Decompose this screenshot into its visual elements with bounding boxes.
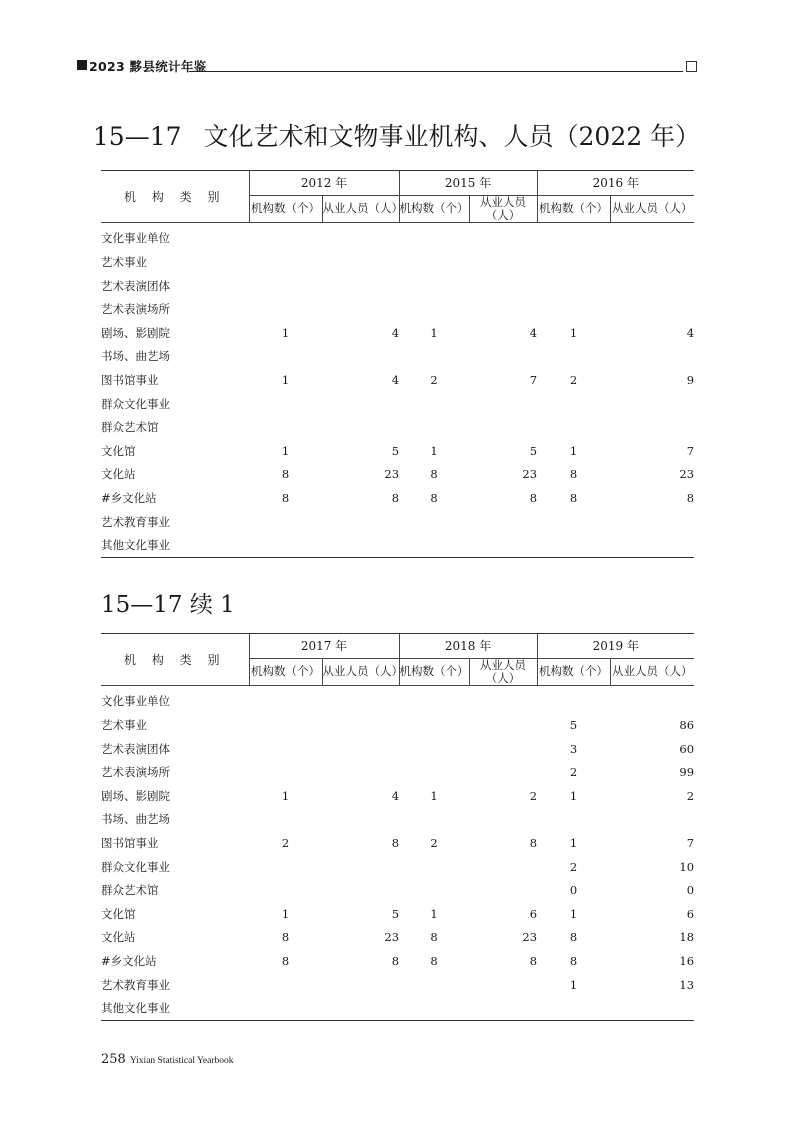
count-cell — [537, 345, 610, 369]
table-row — [101, 392, 694, 416]
count-cell: 1 — [430, 443, 438, 458]
count-cell — [249, 760, 322, 784]
staff-cell: 86 — [679, 717, 695, 732]
count-cell — [537, 415, 610, 439]
table-row — [101, 368, 694, 392]
row-label: 艺术教育事业 — [101, 514, 170, 529]
count-cell — [249, 973, 322, 997]
staff-cell: 2 — [686, 788, 695, 803]
count-cell — [249, 250, 322, 274]
count-cell: 8 — [281, 467, 290, 482]
count-cell — [537, 392, 610, 416]
staff-header: 从业人员（人） — [322, 195, 399, 222]
header-row-years — [101, 171, 694, 196]
count-cell: 2 — [569, 765, 578, 780]
staff-cell — [469, 685, 537, 713]
staff-cell: 13 — [679, 977, 695, 992]
running-head-rule — [189, 71, 683, 72]
staff-cell — [469, 737, 537, 761]
row-label: 文化馆 — [101, 906, 136, 921]
row-label: 群众艺术馆 — [101, 883, 159, 898]
count-cell — [399, 222, 469, 250]
count-cell — [537, 510, 610, 534]
table-body — [101, 685, 694, 1020]
row-label: #乡文化站 — [101, 953, 157, 968]
staff-cell: 60 — [679, 741, 695, 756]
table-row — [101, 949, 694, 973]
staff-cell: 8 — [391, 835, 400, 850]
hollow-square-icon — [686, 61, 697, 72]
staff-cell — [469, 345, 537, 369]
staff-cell: 5 — [529, 443, 538, 458]
table-row — [101, 685, 694, 713]
count-cell — [249, 737, 322, 761]
page-footer — [101, 1048, 234, 1067]
count-cell — [399, 250, 469, 274]
count-cell — [537, 996, 610, 1020]
count-cell: 2 — [281, 835, 290, 850]
page-number: 258 — [101, 1052, 126, 1067]
table-row — [101, 808, 694, 832]
staff-cell — [469, 808, 537, 832]
staff-cell — [469, 973, 537, 997]
count-cell — [399, 737, 469, 761]
count-header: 机构数（个） — [537, 195, 610, 222]
staff-header: 从业人员（人） — [610, 195, 694, 222]
row-label: 艺术教育事业 — [101, 977, 170, 992]
staff-cell: 23 — [384, 930, 400, 945]
staff-cell — [610, 533, 694, 557]
count-cell: 2 — [430, 835, 438, 850]
count-cell — [399, 878, 469, 902]
staff-cell: 16 — [679, 953, 695, 968]
staff-cell — [322, 274, 399, 298]
square-bullet-icon — [77, 60, 87, 70]
table-number: 15—17 — [92, 122, 182, 151]
count-cell: 1 — [569, 325, 578, 340]
table-row — [101, 878, 694, 902]
staff-cell — [610, 808, 694, 832]
count-cell: 5 — [569, 717, 578, 732]
count-cell: 8 — [281, 490, 290, 505]
staff-cell: 4 — [529, 325, 538, 340]
year-header: 2015 年 — [399, 171, 537, 196]
count-cell: 1 — [281, 443, 290, 458]
count-header: 机构数（个） — [249, 195, 322, 222]
row-label: 艺术表演团体 — [101, 278, 170, 293]
count-cell: 8 — [569, 467, 578, 482]
staff-cell — [322, 392, 399, 416]
count-cell: 2 — [569, 372, 578, 387]
header-row-years — [101, 634, 694, 659]
count-cell: 1 — [281, 788, 290, 803]
staff-cell: 18 — [679, 930, 695, 945]
staff-cell — [469, 274, 537, 298]
staff-cell — [610, 297, 694, 321]
count-cell: 0 — [569, 883, 578, 898]
staff-cell — [322, 713, 399, 737]
row-label: 图书馆事业 — [101, 372, 159, 387]
year-header: 2018 年 — [399, 634, 537, 659]
row-label: 文化事业单位 — [101, 231, 170, 246]
staff-cell — [610, 392, 694, 416]
staff-cell: 0 — [686, 883, 695, 898]
staff-cell: 8 — [529, 953, 538, 968]
staff-cell: 5 — [391, 443, 400, 458]
staff-cell — [469, 713, 537, 737]
year-header: 2012 年 — [249, 171, 399, 196]
table-row — [101, 784, 694, 808]
staff-cell — [322, 222, 399, 250]
count-cell: 1 — [569, 977, 578, 992]
row-label: 其他文化事业 — [101, 538, 170, 553]
count-cell: 8 — [569, 930, 578, 945]
staff-cell — [610, 222, 694, 250]
staff-header-wrapped: 从业人员 （人） — [469, 658, 537, 685]
staff-cell — [610, 345, 694, 369]
count-header: 机构数（个） — [399, 658, 469, 685]
count-cell: 1 — [569, 788, 578, 803]
count-cell: 2 — [430, 372, 438, 387]
count-cell: 8 — [569, 953, 578, 968]
table-row — [101, 510, 694, 534]
staff-cell: 6 — [686, 906, 695, 921]
count-cell — [399, 392, 469, 416]
staff-cell — [610, 415, 694, 439]
year-header: 2016 年 — [537, 171, 694, 196]
staff-cell: 4 — [686, 325, 695, 340]
count-cell: 2 — [569, 859, 578, 874]
count-cell — [399, 274, 469, 298]
count-header: 机构数（个） — [249, 658, 322, 685]
staff-cell: 99 — [679, 765, 695, 780]
count-cell — [537, 685, 610, 713]
count-cell: 3 — [569, 741, 578, 756]
count-cell: 8 — [430, 930, 438, 945]
staff-cell: 4 — [391, 325, 400, 340]
page-title — [0, 117, 793, 153]
year-header: 2019 年 — [537, 634, 694, 659]
staff-cell: 8 — [686, 490, 695, 505]
count-cell — [249, 510, 322, 534]
count-cell — [537, 297, 610, 321]
count-cell: 1 — [281, 372, 290, 387]
count-cell: 1 — [569, 443, 578, 458]
row-label: 艺术事业 — [101, 717, 147, 732]
category-header: 机 构 类 别 — [101, 634, 249, 686]
continuation-title: 15—17 续 1 — [101, 592, 235, 618]
row-label: 剧场、影剧院 — [101, 788, 170, 803]
count-cell — [249, 345, 322, 369]
count-cell — [249, 685, 322, 713]
staff-cell — [469, 533, 537, 557]
count-cell: 1 — [569, 835, 578, 850]
staff-cell: 23 — [679, 467, 695, 482]
table-row — [101, 415, 694, 439]
staff-cell — [469, 996, 537, 1020]
staff-cell: 6 — [529, 906, 538, 921]
count-cell — [399, 510, 469, 534]
row-label: 文化事业单位 — [101, 694, 170, 709]
count-cell: 1 — [430, 325, 438, 340]
staff-cell — [322, 878, 399, 902]
count-cell — [249, 996, 322, 1020]
staff-cell — [322, 345, 399, 369]
row-label: 其他文化事业 — [101, 1001, 170, 1016]
count-cell — [249, 274, 322, 298]
count-cell — [399, 855, 469, 879]
count-cell — [249, 533, 322, 557]
staff-cell: 7 — [686, 443, 695, 458]
staff-cell — [469, 855, 537, 879]
staff-cell — [322, 996, 399, 1020]
row-label: 文化站 — [101, 930, 136, 945]
count-cell — [249, 808, 322, 832]
staff-cell — [322, 973, 399, 997]
staff-cell — [322, 685, 399, 713]
count-cell: 8 — [281, 930, 290, 945]
table-row — [101, 760, 694, 784]
staff-cell — [322, 737, 399, 761]
row-label: 文化站 — [101, 467, 136, 482]
count-cell — [399, 973, 469, 997]
table-row — [101, 222, 694, 250]
staff-cell: 5 — [391, 906, 400, 921]
staff-cell — [322, 250, 399, 274]
count-cell — [249, 222, 322, 250]
stats-table-1 — [101, 170, 694, 558]
count-cell — [399, 415, 469, 439]
row-label: 群众文化事业 — [101, 396, 170, 411]
staff-cell: 8 — [529, 835, 538, 850]
row-label: 图书馆事业 — [101, 835, 159, 850]
count-cell — [399, 685, 469, 713]
staff-cell — [322, 533, 399, 557]
count-cell: 8 — [569, 490, 578, 505]
count-cell — [249, 713, 322, 737]
count-cell — [537, 250, 610, 274]
row-label: 剧场、影剧院 — [101, 325, 170, 340]
staff-cell: 4 — [391, 372, 400, 387]
staff-cell — [469, 250, 537, 274]
running-head — [77, 57, 697, 75]
row-label: 艺术表演场所 — [101, 302, 170, 317]
staff-cell: 9 — [686, 372, 695, 387]
row-label: 群众艺术馆 — [101, 420, 159, 435]
row-label: 文化馆 — [101, 443, 136, 458]
row-label: 书场、曲艺场 — [101, 349, 170, 364]
count-cell — [399, 297, 469, 321]
count-cell: 8 — [281, 953, 290, 968]
running-head-text: 2023 黟县统计年鉴 — [89, 59, 207, 74]
staff-cell — [610, 685, 694, 713]
staff-cell: 10 — [679, 859, 695, 874]
count-cell: 8 — [430, 467, 438, 482]
count-header: 机构数（个） — [399, 195, 469, 222]
count-cell — [537, 533, 610, 557]
staff-cell — [322, 808, 399, 832]
count-cell: 1 — [569, 906, 578, 921]
count-cell — [537, 222, 610, 250]
staff-cell: 7 — [529, 372, 538, 387]
table-row — [101, 439, 694, 463]
table-row — [101, 902, 694, 926]
staff-header: 从业人员（人） — [322, 658, 399, 685]
table-row — [101, 533, 694, 557]
count-header: 机构数（个） — [537, 658, 610, 685]
staff-cell: 2 — [529, 788, 538, 803]
staff-cell: 8 — [391, 953, 400, 968]
table-row — [101, 345, 694, 369]
staff-cell: 7 — [686, 835, 695, 850]
row-label: 艺术表演团体 — [101, 741, 170, 756]
staff-cell: 23 — [522, 930, 538, 945]
table-row — [101, 737, 694, 761]
staff-cell — [469, 415, 537, 439]
row-label: 群众文化事业 — [101, 859, 170, 874]
staff-cell — [469, 760, 537, 784]
staff-cell — [610, 996, 694, 1020]
row-label: 艺术表演场所 — [101, 765, 170, 780]
count-cell: 1 — [281, 325, 290, 340]
staff-cell: 23 — [522, 467, 538, 482]
staff-cell — [469, 297, 537, 321]
row-label: 书场、曲艺场 — [101, 812, 170, 827]
count-cell — [537, 808, 610, 832]
staff-cell — [322, 297, 399, 321]
count-cell: 8 — [430, 490, 438, 505]
table-row — [101, 713, 694, 737]
count-cell — [399, 760, 469, 784]
staff-cell: 8 — [529, 490, 538, 505]
stats-table-2 — [101, 633, 694, 1021]
table-row — [101, 297, 694, 321]
count-cell: 1 — [281, 906, 290, 921]
table-row — [101, 973, 694, 997]
count-cell — [399, 996, 469, 1020]
count-cell: 1 — [430, 788, 438, 803]
staff-cell: 8 — [391, 490, 400, 505]
count-cell — [399, 533, 469, 557]
row-label: #乡文化站 — [101, 490, 157, 505]
category-header: 机 构 类 别 — [101, 171, 249, 223]
staff-header-wrapped: 从业人员 （人） — [469, 195, 537, 222]
table-body — [101, 222, 694, 557]
table-row — [101, 321, 694, 345]
count-cell: 1 — [430, 906, 438, 921]
staff-cell — [322, 415, 399, 439]
staff-cell — [610, 274, 694, 298]
book-title: Yixian Statistical Yearbook — [129, 1056, 234, 1066]
staff-cell: 4 — [391, 788, 400, 803]
staff-cell — [469, 222, 537, 250]
table-row — [101, 463, 694, 487]
table-row — [101, 831, 694, 855]
staff-cell — [322, 855, 399, 879]
table-row — [101, 855, 694, 879]
staff-cell — [322, 510, 399, 534]
staff-cell — [610, 510, 694, 534]
staff-header: 从业人员（人） — [610, 658, 694, 685]
count-cell — [399, 713, 469, 737]
count-cell — [249, 392, 322, 416]
table-row — [101, 250, 694, 274]
table-row — [101, 486, 694, 510]
staff-cell — [469, 878, 537, 902]
staff-cell: 23 — [384, 467, 400, 482]
staff-cell — [469, 392, 537, 416]
staff-cell — [322, 760, 399, 784]
count-cell — [399, 808, 469, 832]
count-cell — [537, 274, 610, 298]
staff-cell — [610, 250, 694, 274]
count-cell — [399, 345, 469, 369]
row-label: 艺术事业 — [101, 254, 147, 269]
count-cell — [249, 855, 322, 879]
count-cell — [249, 878, 322, 902]
table-title-text: 文化艺术和文物事业机构、人员（2022 年） — [203, 122, 701, 151]
staff-cell — [469, 510, 537, 534]
count-cell — [249, 297, 322, 321]
year-header: 2017 年 — [249, 634, 399, 659]
table-row — [101, 996, 694, 1020]
table-row — [101, 926, 694, 950]
table-row — [101, 274, 694, 298]
count-cell — [249, 415, 322, 439]
count-cell: 8 — [430, 953, 438, 968]
